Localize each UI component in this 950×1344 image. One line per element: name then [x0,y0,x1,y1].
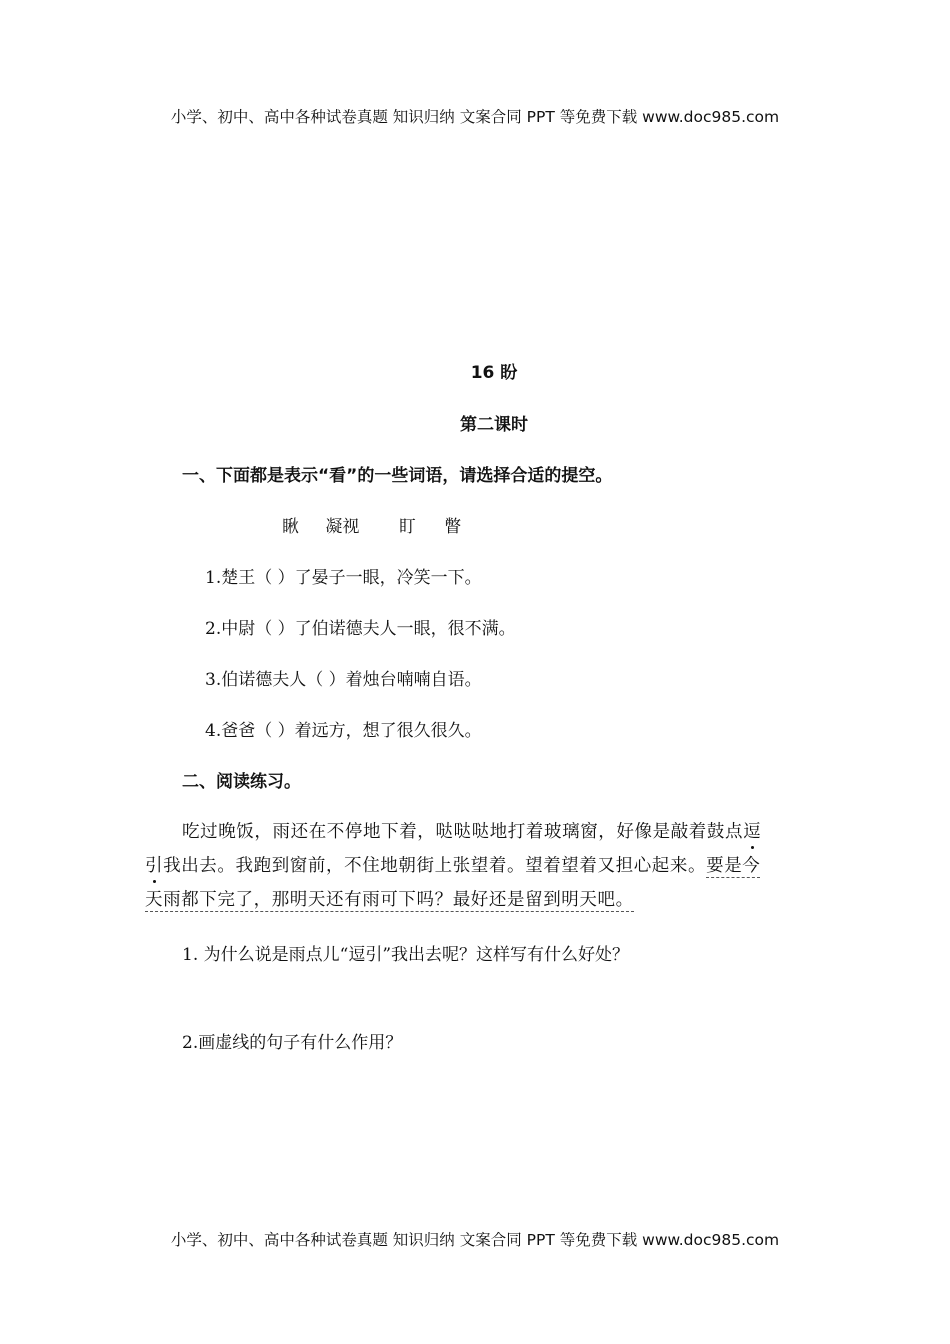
passage-text: 吃过晚饭，雨还在不停地下着，哒哒哒地打着玻璃窗，好像是敲着鼓点 [182,822,744,842]
dashed-sentence: 天雨都下完了，那明天还有雨可下吗？最好还是留到明天吧。 [145,890,634,910]
question-1: 1. 为什么说是雨点儿“逗引”我出去呢？这样写有什么好处？ [182,945,630,965]
word-3: 盯 [398,517,416,537]
emphasis-char: 引 [145,856,164,876]
word-1: 瞅 [282,517,299,537]
fill-item-2: 2.中尉（ ）了伯诺德夫人一眼，很不满。 [205,619,516,639]
section1-heading: 一、下面都是表示“看”的一些词语，请选择合适的提空。 [182,466,613,486]
dashed-sentence: 要是今 [706,856,761,876]
word-bank [282,512,461,537]
passage-line-3 [145,886,634,911]
emphasis-char: 逗 [743,822,762,842]
word-2: 凝视 [325,517,360,537]
fill-item-3: 3.伯诺德夫人（ ）着烛台喃喃自语。 [205,670,482,690]
lesson-title: 16 盼 [470,363,518,383]
fill-item-1: 1.楚王（ ）了晏子一眼，冷笑一下。 [205,568,482,588]
word-4: 瞥 [444,517,462,537]
passage-line-1 [182,818,761,843]
lesson-subtitle: 第二课时 [460,415,528,435]
section2-heading: 二、阅读练习。 [182,772,301,792]
page-header: 小学、初中、高中各种试卷真题 知识归纳 文案合同 PPT 等免费下载 www.doc985.com [170,108,780,126]
fill-item-4: 4.爸爸（ ）着远方，想了很久很久。 [205,721,482,741]
page-footer: 小学、初中、高中各种试卷真题 知识归纳 文案合同 PPT 等免费下载 www.doc985.com [170,1231,780,1249]
passage-line-2 [145,852,760,877]
question-2: 2.画虚线的句子有什么作用？ [182,1033,403,1053]
passage-text: 我出去。我跑到窗前，不住地朝街上张望着。望着望着又担心起来。 [163,856,707,876]
